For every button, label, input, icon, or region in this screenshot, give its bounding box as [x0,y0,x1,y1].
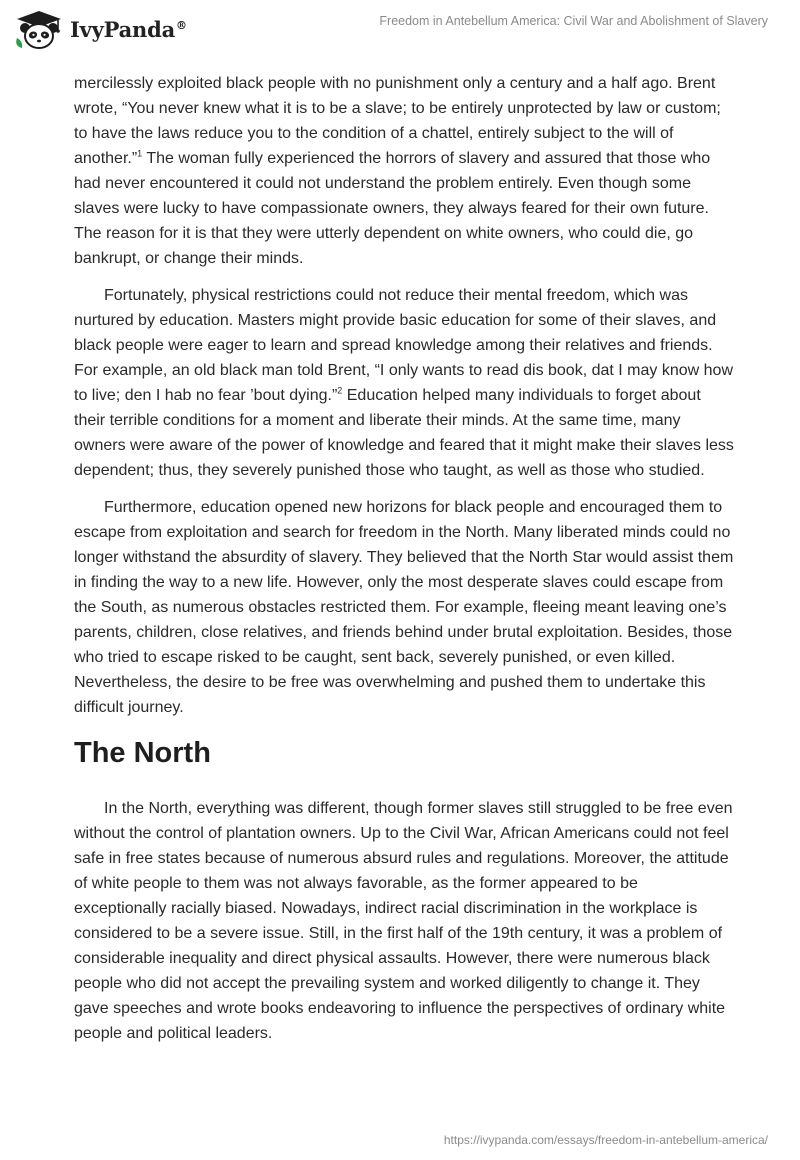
paragraph-2: Fortunately, physical restrictions could not reduce their mental freedom, which was nurtured by education. Masters might provide basic education for some of their slaves, and black people were eager to learn and spread knowledge among their relatives and friends. For example, an old black man told Brent, “I only wants to read dis book, dat I may know how to live; den I hab no fear ’bout dying.”$^2$ Education helped many individuals to forget about their terrible conditions for a moment and liberate their minds. At the same time, many owners were aware of the power of knowledge and feared that it might make their slaves less dependent; thus, they severely punished those who taught, as well as those who studied. [74,287,734,479]
essay-body [74,71,734,1058]
registered-mark: ® [176,18,187,32]
paragraph-1: mercilessly exploited black people with no punishment only a century and a half ago. Brent wrote, “You never knew what it is to be a slave; to be entirely unprotected by law or custom; to have the laws reduce you to the condition of a chattel, entirely subject to the will of another.”$^1$ The woman fully experienced the horrors of slavery and assured that those who had never encountered it could not understand the problem entirely. Even though some slaves were lucky to have compassionate owners, they always feared for their own future. The reason for it is that they were utterly dependent on white owners, who could die, go bankrupt, or change their minds. [74,75,721,267]
ivypanda-logo[interactable] [14,8,187,50]
panda-graduation-cap-icon [14,8,64,50]
source-url[interactable]: https://ivypanda.com/essays/freedom-in-antebellum-america/ [443,1133,768,1147]
brand-name: IvyPanda® [70,16,187,42]
paragraph-3: Furthermore, education opened new horizons for black people and encouraged them to escape from exploitation and search for freedom in the North. Many liberated minds could no longer withstand the absurdity of slavery. They believed that the North Star would assist them in finding the way to a new life. However, only the most desperate slaves could escape from the South, as numerous obstacles restricted them. For example, fleeing meant leaving one’s parents, children, close relatives, and friends behind under brutal exploitation. Besides, those who tried to escape risked to be caught, sent back, severely punished, or even killed. Nevertheless, the desire to be free was overwhelming and pushed them to undertake this difficult journey. [74,499,734,716]
footnote-ref-2[interactable]: 2 [337,385,343,396]
page-header [0,0,800,64]
paragraph-4: In the North, everything was different, though former slaves still struggled to be free even without the control of plantation owners. Up to the Civil War, African Americans could not feel safe in free states because of numerous absurd rules and regulations. Moreover, the attitude of white people to them was not always favorable, as the former appeared to be exceptionally racially biased. Nowadays, indirect racial discrimination in the workplace is considered to be a severe issue. Still, in the first half of the 19th century, it was a problem of considerable inequality and direct physical assaults. However, there were numerous black people who did not accept the prevailing system and worked diligently to change it. They gave speeches and wrote books endeavoring to influence the perspectives of ordinary white people and political leaders. [74,800,733,1042]
section-heading-the-north: The North [74,737,211,769]
footnote-ref-1[interactable]: 1 [137,148,143,159]
document-title: Freedom in Antebellum America: Civil War and Abolishment of Slavery [379,14,768,28]
